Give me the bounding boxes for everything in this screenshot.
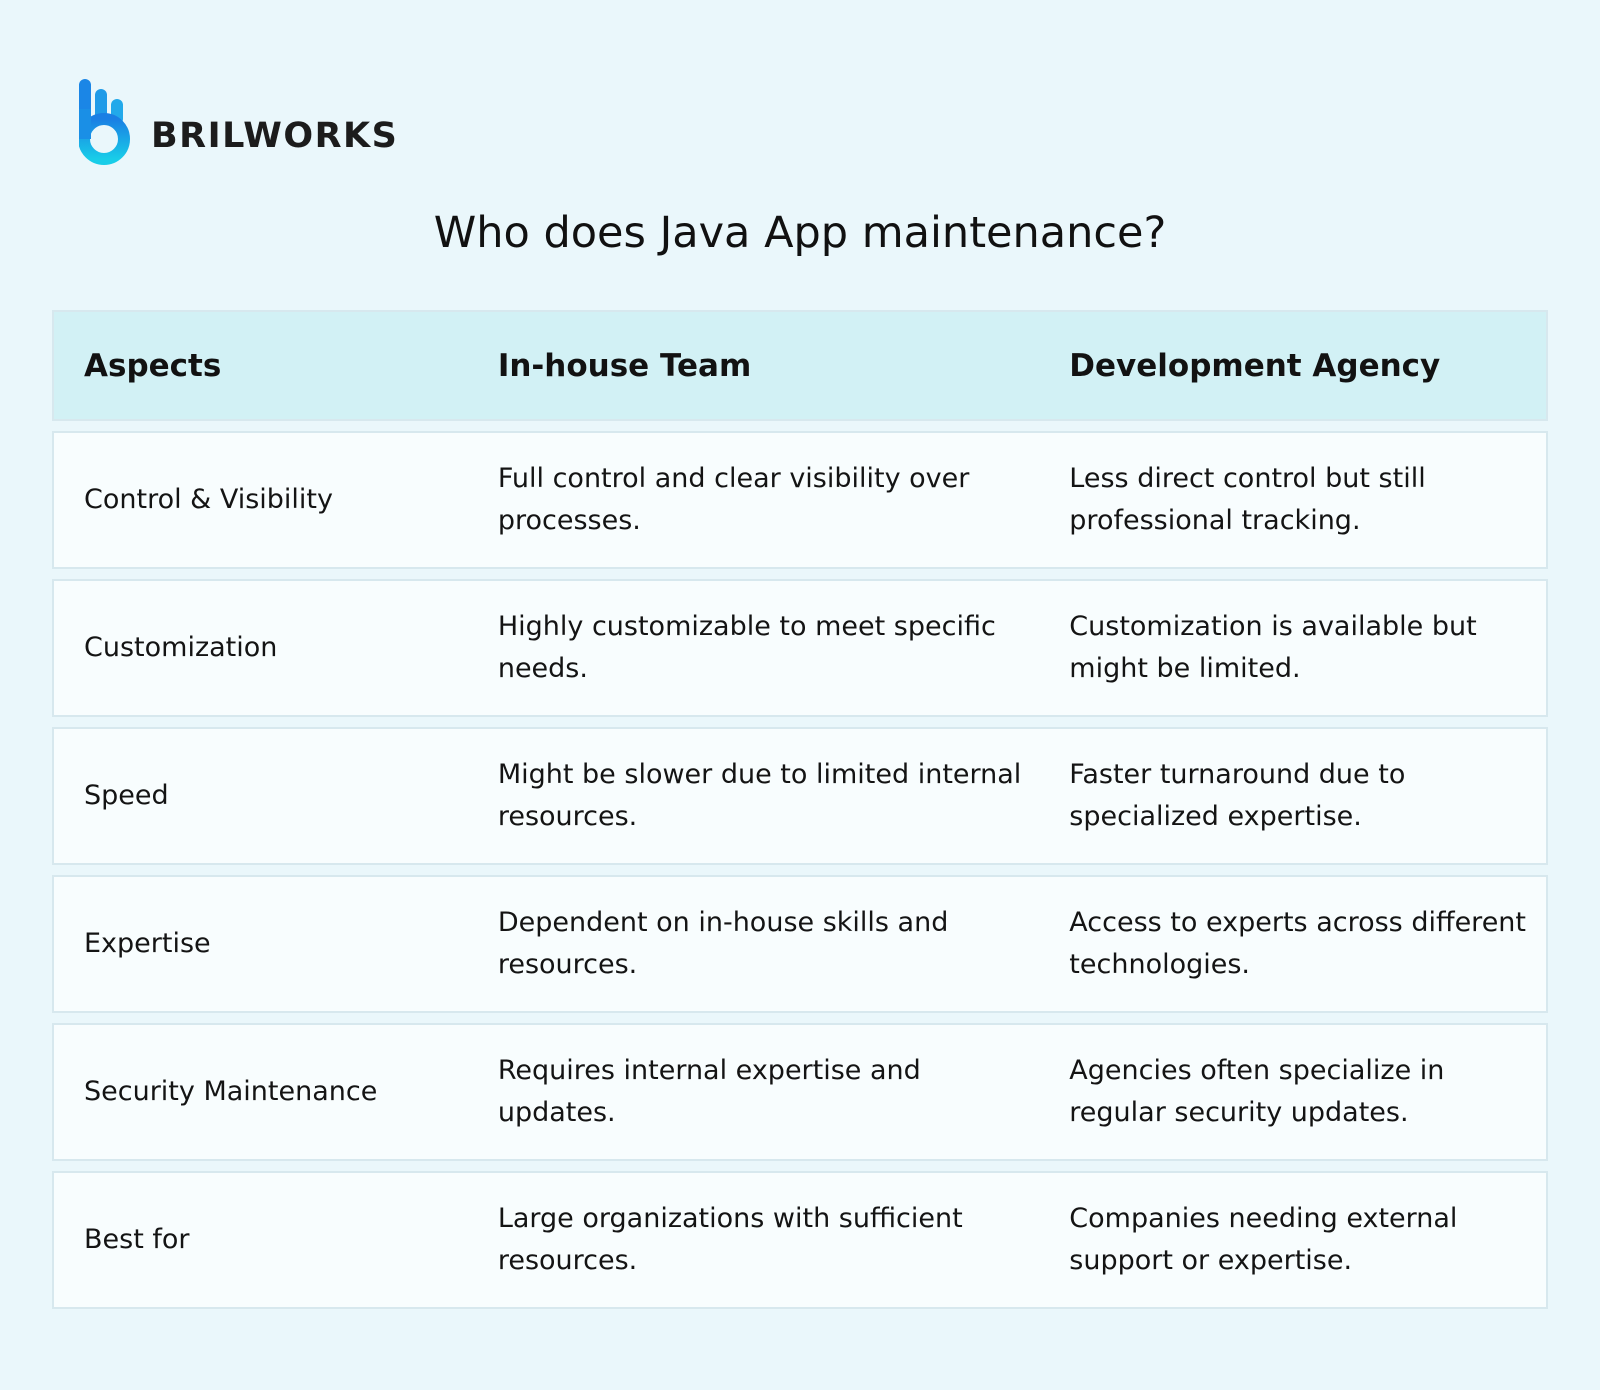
- header-in-house-team: In-house Team: [497, 347, 752, 384]
- agency-cell: Faster turnaround due to specialized expertise.: [1069, 759, 1406, 832]
- table-row: [52, 1171, 1548, 1309]
- in-house-cell: Requires internal expertise and updates.: [497, 1055, 921, 1128]
- table-header-row: [52, 310, 1548, 421]
- in-house-cell: Dependent on in-house skills and resources.: [497, 907, 949, 980]
- aspect-cell: Control & Visibility: [84, 484, 333, 515]
- agency-cell: Customization is available but might be limited.: [1069, 611, 1477, 684]
- aspect-cell: Speed: [84, 780, 169, 811]
- aspect-cell: Customization: [84, 632, 278, 663]
- table-row: [52, 579, 1548, 717]
- in-house-cell: Large organizations with sufficient resources.: [497, 1203, 963, 1276]
- aspect-cell: Security Maintenance: [84, 1076, 378, 1107]
- in-house-cell: Highly customizable to meet specific needs.: [497, 611, 996, 684]
- table-row: [52, 1023, 1548, 1161]
- agency-cell: Access to experts across different technologies.: [1069, 907, 1527, 980]
- aspect-cell: Expertise: [84, 928, 211, 959]
- table-row: [52, 431, 1548, 569]
- table-row: [52, 727, 1548, 865]
- page-title: Who does Java App maintenance?: [433, 208, 1167, 258]
- table-row: [52, 875, 1548, 1013]
- in-house-cell: Full control and clear visibility over processes.: [497, 463, 970, 536]
- agency-cell: Agencies often specialize in regular security updates.: [1069, 1055, 1445, 1128]
- header-aspects: Aspects: [84, 347, 222, 384]
- in-house-cell: Might be slower due to limited internal resources.: [497, 759, 1022, 832]
- comparison-table: [52, 310, 1548, 1319]
- aspect-cell: Best for: [84, 1224, 190, 1255]
- brand-name: BRILWORKS: [151, 116, 399, 156]
- header-development-agency: Development Agency: [1069, 347, 1441, 384]
- brilworks-logo-icon: [79, 79, 131, 165]
- agency-cell: Companies needing external support or expertise.: [1069, 1203, 1458, 1276]
- brand-logo: [79, 79, 398, 165]
- agency-cell: Less direct control but still professional tracking.: [1069, 463, 1426, 536]
